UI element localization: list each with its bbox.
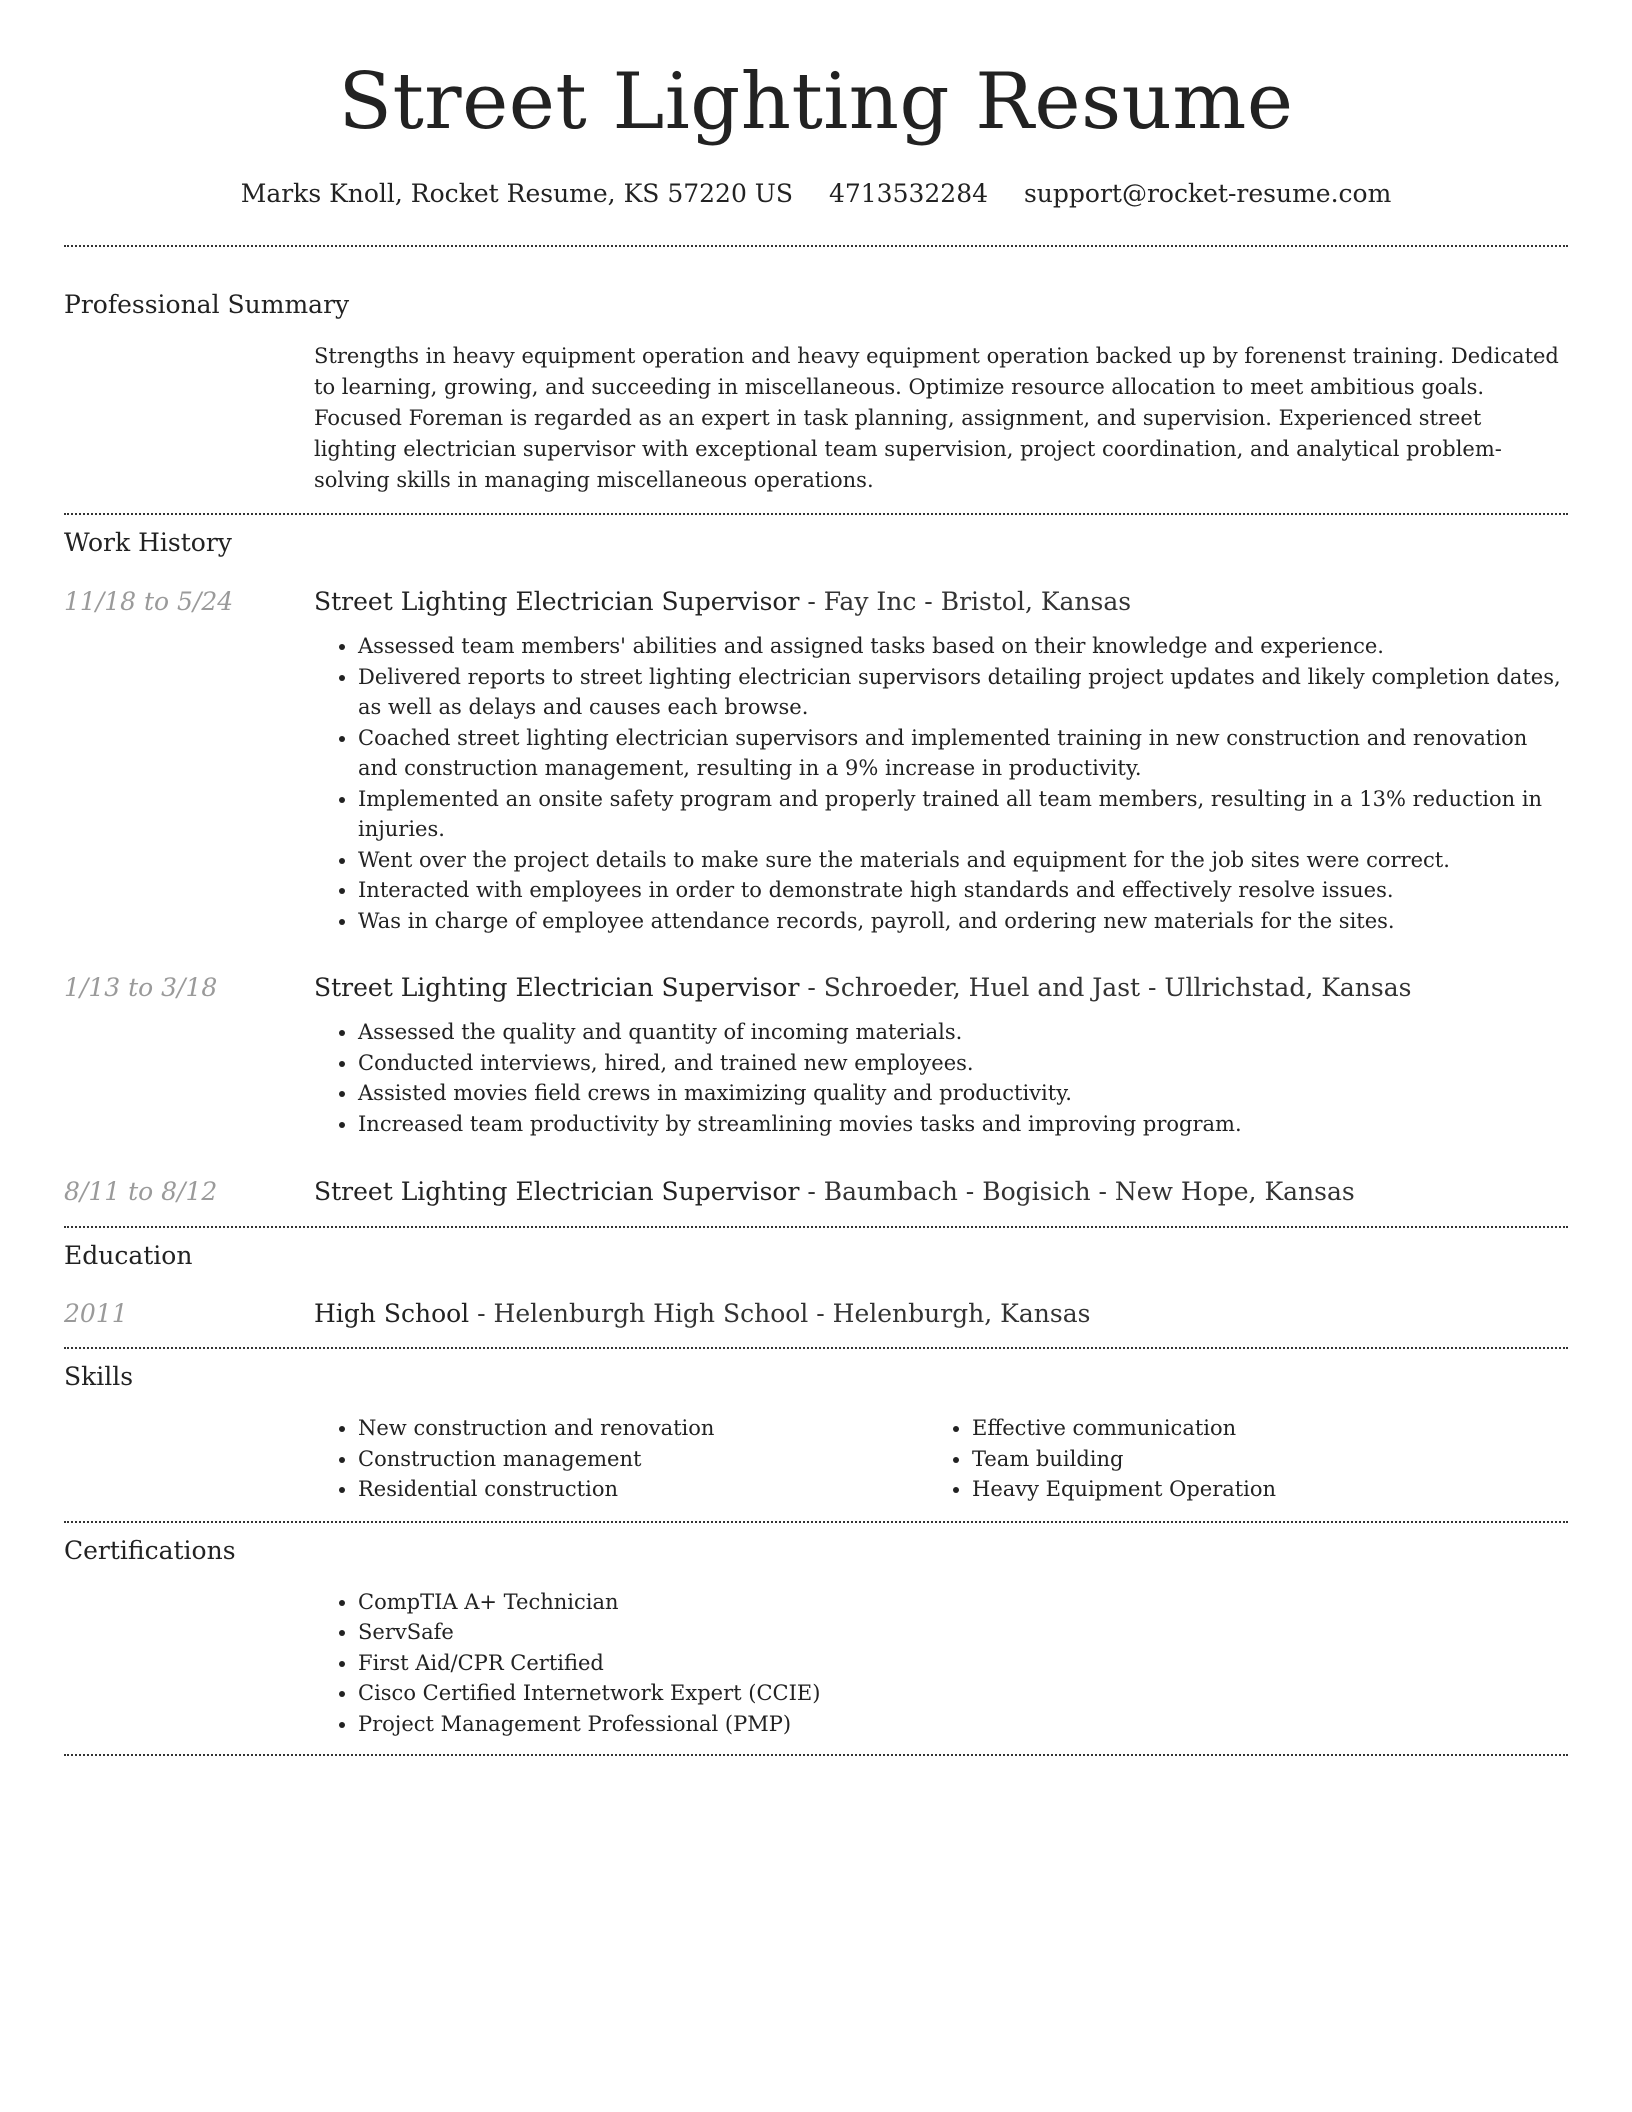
- skill-item: • Team building: [972, 1444, 1542, 1475]
- job-role: Street Lighting Electrician Supervisor: [314, 973, 800, 1002]
- certification-item: • ServSafe: [358, 1617, 1568, 1648]
- job-bullet: • Implemented an onsite safety program and properly trained all team members, resulting in a 13% reduction in injuries.: [358, 784, 1568, 845]
- skills-grid: [314, 1413, 1568, 1505]
- skill-item: • Residential construction: [358, 1474, 928, 1505]
- resume-page: [64, 0, 1568, 1756]
- job-entry: [64, 586, 1568, 936]
- summary-row: [64, 341, 1568, 496]
- job-content: [314, 972, 1568, 1139]
- certification-item: • Project Management Professional (PMP): [358, 1709, 1568, 1740]
- skills-column-left: [314, 1413, 928, 1505]
- job-title: [314, 586, 1568, 618]
- divider: [64, 245, 1568, 247]
- job-bullet: • Assisted movies field crews in maximizing quality and productivity.: [358, 1078, 1568, 1109]
- certifications-list: [314, 1587, 1568, 1740]
- job-employer: - Baumbach - Bogisich - New Hope, Kansas: [799, 1177, 1355, 1206]
- divider: [64, 1754, 1568, 1756]
- job-dates: 1/13 to 3/18: [64, 973, 218, 1002]
- job-content: [314, 1176, 1568, 1208]
- education-title: [314, 1298, 1568, 1330]
- education-entry: [64, 1298, 1568, 1330]
- education-degree: High School: [314, 1299, 470, 1328]
- contact-line: [64, 178, 1568, 210]
- job-employer: - Fay Inc - Bristol, Kansas: [799, 587, 1132, 616]
- contact-address: Marks Knoll, Rocket Resume, KS 57220 US: [240, 179, 793, 208]
- skill-item: • Heavy Equipment Operation: [972, 1474, 1542, 1505]
- job-bullet: • Was in charge of employee attendance records, payroll, and ordering new materials for the sites.: [358, 906, 1568, 937]
- job-bullet: • Conducted interviews, hired, and trained new employees.: [358, 1048, 1568, 1079]
- skills-row: [64, 1413, 1568, 1505]
- job-bullet: • Went over the project details to make sure the materials and equipment for the job sites were correct.: [358, 845, 1568, 876]
- section-label-certifications: Certifications: [64, 1535, 236, 1565]
- job-role: Street Lighting Electrician Supervisor: [314, 587, 800, 616]
- certification-item: • Cisco Certified Internetwork Expert (CCIE): [358, 1678, 1568, 1709]
- job-bullet: • Delivered reports to street lighting electrician supervisors detailing project updates and likely completion dates, as well as delays and causes each browse.: [358, 662, 1568, 723]
- skills-spacer: [64, 1413, 314, 1505]
- divider: [64, 1347, 1568, 1349]
- resume-title: Street Lighting Resume: [338, 57, 1294, 147]
- job-entry: [64, 1176, 1568, 1208]
- job-title: [314, 1176, 1568, 1208]
- skill-item: • New construction and renovation: [358, 1413, 928, 1444]
- certification-item: • First Aid/CPR Certified: [358, 1648, 1568, 1679]
- job-bullet: • Assessed the quality and quantity of incoming materials.: [358, 1017, 1568, 1048]
- section-label-education: Education: [64, 1241, 193, 1270]
- job-entry: [64, 972, 1568, 1139]
- divider: [64, 513, 1568, 515]
- skills-list: [314, 1413, 928, 1505]
- education-school: - Helenburgh High School - Helenburgh, Kansas: [469, 1299, 1091, 1328]
- job-bullets: [314, 631, 1568, 936]
- contact-email: support@rocket-resume.com: [1023, 179, 1392, 208]
- job-employer: - Schroeder, Huel and Jast - Ullrichstad, Kansas: [799, 973, 1412, 1002]
- certification-item: • CompTIA A+ Technician: [358, 1587, 1568, 1618]
- certifications-row: [64, 1587, 1568, 1740]
- summary-text: Strengths in heavy equipment operation and heavy equipment operation backed up by forenenst training. Dedicated to learning, growing, and succeeding in miscellaneous. Optimize resource allocation to meet ambitious goals. Focused Foreman is regarded as an expert in task planning, assignment, and supervision. Experienced street lighting electrician supervisor with exceptional team supervision, project coordination, and analytical problem-solving skills in managing miscellaneous operations.: [314, 344, 1559, 492]
- job-content: [314, 586, 1568, 936]
- education-date: 2011: [64, 1299, 128, 1328]
- divider: [64, 1521, 1568, 1523]
- summary-spacer: [64, 341, 314, 496]
- job-bullet: • Assessed team members' abilities and assigned tasks based on their knowledge and experience.: [358, 631, 1568, 662]
- job-bullet: • Increased team productivity by streamlining movies tasks and improving program.: [358, 1109, 1568, 1140]
- contact-phone: 4713532284: [828, 179, 989, 208]
- certifications-spacer: [64, 1587, 314, 1740]
- divider: [64, 1226, 1568, 1228]
- job-title: [314, 972, 1568, 1004]
- skills-column-right: [928, 1413, 1542, 1505]
- certifications-content: [314, 1587, 1568, 1740]
- section-label-summary: Professional Summary: [64, 290, 350, 319]
- skills-list: [928, 1413, 1542, 1505]
- section-label-work: Work History: [64, 528, 232, 557]
- job-dates: 8/11 to 8/12: [64, 1177, 218, 1206]
- job-bullet: • Interacted with employees in order to demonstrate high standards and effectively resolve issues.: [358, 875, 1568, 906]
- job-role: Street Lighting Electrician Supervisor: [314, 1177, 800, 1206]
- job-bullet: • Coached street lighting electrician supervisors and implemented training in new construction and renovation and construction management, resulting in a 9% increase in productivity.: [358, 723, 1568, 784]
- section-label-skills: Skills: [64, 1362, 134, 1391]
- skill-item: • Effective communication: [972, 1413, 1542, 1444]
- skill-item: • Construction management: [358, 1444, 928, 1475]
- job-bullets: [314, 1017, 1568, 1139]
- job-dates: 11/18 to 5/24: [64, 587, 234, 616]
